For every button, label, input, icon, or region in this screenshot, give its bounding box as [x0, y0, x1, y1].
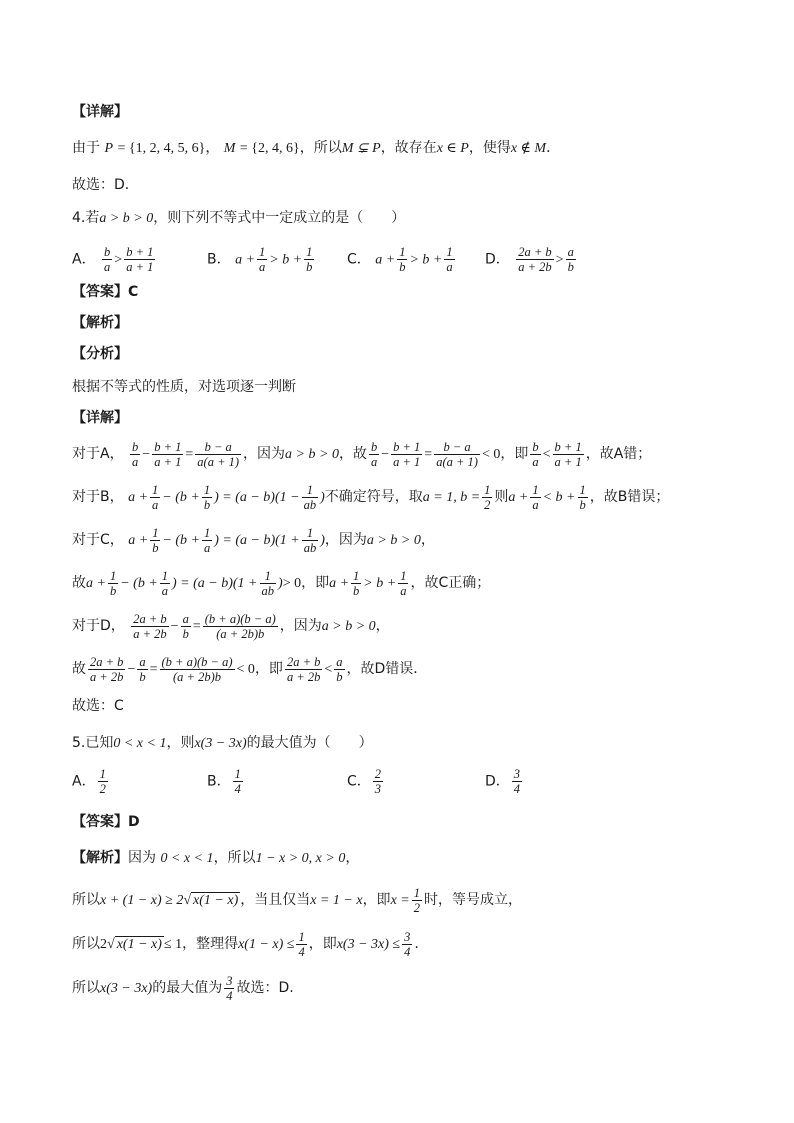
math-subset: M ⊊ P	[341, 141, 381, 156]
fraction	[124, 245, 155, 274]
section-tag-detail: 【详解】	[72, 104, 128, 120]
fraction: $\frac{1}{2}$	[413, 885, 420, 915]
fraction	[566, 245, 576, 274]
fraction: $\frac{2a + b}{a + 2b}$	[133, 611, 167, 641]
fraction: $\frac{1}{a}$	[152, 482, 159, 512]
fraction: $\frac{a}{b}$	[139, 654, 146, 684]
text: 不确定符号，取	[324, 489, 423, 505]
section-tag-jiexi: 【解析】	[72, 850, 128, 866]
text: 故	[72, 575, 86, 591]
math-condition: a > b > 0	[99, 211, 154, 226]
math: a +	[235, 252, 256, 268]
solution-5-line2	[72, 883, 522, 918]
solution-5-line1	[72, 849, 359, 868]
solution-4C: 对于C， a + $\frac{1}{b}$ − (b + $\frac{1}{a}$ ) = (a − b)(1 + $\frac{1}{ab}$ )，因为a > b > 0，	[72, 525, 435, 555]
math: x(1 − x) ≤	[238, 937, 295, 952]
analysis-text: 根据不等式的性质，对选项逐一判断	[72, 379, 296, 395]
den: 4	[234, 782, 241, 796]
fraction: $\frac{1}{b}$	[353, 568, 360, 598]
fraction: $\frac{1}{b}$	[203, 482, 211, 512]
text: 4.若	[72, 210, 100, 226]
fraction: $\frac{(b + a)(b - a)}{(a + 2b)b}$	[204, 611, 276, 641]
text: ，所以	[213, 850, 256, 866]
math: x = 1 − x	[310, 893, 363, 908]
section-tag-fenxi: 【分析】	[72, 346, 128, 362]
solution-4B: 对于B， a + $\frac{1}{a}$ − (b + $\frac{1}{b}$ ) = (a − b)(1 − $\frac{1}{ab}$ )不确定符号，取a = 1, b = $\frac{1}{2}$ 则a + $\frac{1}{a}$ < b + $\frac{1}{b}$ ，故B错误；	[72, 482, 670, 512]
text: ，	[205, 140, 220, 156]
math: < 0	[481, 447, 501, 462]
den: 2	[99, 782, 106, 796]
text: ，即	[254, 661, 283, 677]
option-A	[72, 245, 157, 274]
math: > b +	[409, 252, 443, 268]
text: 对于C，	[72, 532, 124, 548]
text: 因为	[128, 850, 156, 866]
math: > b +	[269, 252, 303, 268]
text: 的最大值为（ ）	[246, 735, 373, 751]
math: x(3 − 3x)	[100, 981, 153, 996]
num: 1	[99, 767, 106, 781]
text: ，即	[301, 575, 330, 591]
text: 故	[72, 661, 86, 677]
math-P-set: = {1, 2, 4, 5, 6}	[117, 141, 206, 156]
math: x =	[390, 893, 410, 908]
fraction: $\frac{1}{ab}$	[303, 525, 317, 555]
option-B	[207, 767, 245, 796]
fraction: $\frac{a}{b}$	[182, 611, 189, 641]
text: ，	[420, 532, 435, 548]
fraction	[304, 245, 314, 274]
den: a + 2b	[518, 260, 552, 274]
num: 3	[513, 767, 521, 781]
fraction: $\frac{1}{4}$	[298, 929, 305, 959]
math: 1 − x > 0, x > 0	[255, 851, 346, 866]
sqrt-sign: √	[107, 937, 115, 952]
num: 1	[259, 245, 266, 259]
text: ，故A错；	[585, 446, 652, 462]
text: ，	[375, 618, 390, 634]
math: a > b > 0	[366, 533, 421, 548]
fraction	[373, 767, 383, 796]
text: ，因为	[324, 532, 367, 548]
option-label: C．	[347, 773, 371, 790]
den: 4	[513, 782, 521, 796]
text: .	[414, 936, 419, 952]
section-tag-jiexi: 【解析】	[72, 315, 128, 331]
text: 对于D，	[72, 618, 125, 634]
fraction: $\frac{1}{a}$	[532, 482, 539, 512]
fraction: $\frac{2a + b}{a + 2b}$	[90, 654, 124, 684]
fraction: $\frac{b + 1}{a + 1}$	[393, 439, 421, 469]
fraction: $\frac{b}{a}$	[532, 439, 539, 469]
math: a = 1, b =	[422, 490, 481, 505]
choose-answer: 故选：D．	[72, 177, 139, 193]
text: ，故	[338, 446, 367, 462]
fraction: $\frac{1}{a}$	[400, 568, 407, 598]
text: 5.已知	[72, 735, 114, 751]
answer-4: 【答案】C	[72, 284, 139, 300]
math: x(3 − 3x) ≤	[336, 937, 401, 952]
text: 时，等号成立，	[423, 892, 522, 908]
num: b	[104, 245, 111, 259]
fraction: $\frac{3}{4}$	[226, 973, 233, 1003]
fraction	[98, 767, 108, 796]
option-C	[347, 767, 385, 796]
den: a	[446, 260, 453, 274]
num: 1	[399, 245, 406, 259]
math: > 0	[282, 576, 302, 591]
num: 2	[374, 767, 382, 781]
num: b + 1	[126, 245, 154, 259]
text: 所以	[72, 936, 100, 952]
math: x(3 − 3x)	[194, 736, 247, 751]
option-label: A．	[72, 251, 96, 268]
option-B	[207, 245, 316, 274]
text: ，即	[362, 892, 391, 908]
num: a	[567, 245, 574, 259]
radicand: x(1 − x)	[116, 937, 162, 952]
den: 3	[374, 782, 382, 796]
math: 0 < x < 1	[113, 736, 167, 751]
fraction	[516, 245, 553, 274]
text: ，故D错误．	[346, 661, 428, 677]
math: ≤ 1	[163, 937, 183, 952]
sqrt-sign: √	[183, 893, 192, 908]
option-label: A．	[72, 773, 96, 790]
fraction: $\frac{1}{b}$	[109, 568, 117, 598]
text: 对于A，	[72, 446, 124, 462]
math-x-notin-M: x ∉ M	[510, 141, 547, 156]
text: 的最大值为	[152, 980, 223, 996]
option-D	[485, 767, 524, 796]
den: a	[259, 260, 266, 274]
num: 1	[446, 245, 453, 259]
op: >	[555, 252, 564, 268]
solution-4D: 对于D， $\frac{2a + b}{a + 2b}$ − $\frac{a}{b}$ = $\frac{(b + a)(b - a)}{(a + 2b)b}$ ，因为a > b > 0，	[72, 611, 390, 641]
fraction: $\frac{b + 1}{a + 1}$	[154, 439, 182, 469]
math-M: M	[223, 141, 236, 156]
num: 1	[234, 767, 241, 781]
fraction: $\frac{a}{b}$	[336, 654, 343, 684]
math: a > b > 0	[321, 619, 376, 634]
question-4-stem	[72, 209, 405, 228]
text: ，因为	[243, 446, 286, 462]
fraction	[444, 245, 454, 274]
text: ，故B错误；	[589, 489, 670, 505]
math: < 0	[236, 662, 255, 677]
section-tag-detail: 【详解】	[72, 410, 128, 426]
text: ，当且仅当	[240, 892, 311, 908]
option-label: B．	[207, 251, 231, 268]
text: 由于	[72, 140, 100, 156]
radicand: x(1 − x)	[193, 893, 239, 908]
fraction	[512, 767, 522, 796]
fraction: $\frac{1}{2}$	[484, 482, 491, 512]
option-label: D．	[485, 251, 510, 268]
text: ，故存在	[380, 140, 437, 156]
text: 所以	[72, 892, 100, 908]
text: ，则	[166, 735, 195, 751]
fraction	[102, 245, 112, 274]
den: b	[399, 260, 406, 274]
den: a	[104, 260, 111, 274]
solution-line-sets	[72, 139, 560, 158]
choose-answer: 故选：C	[72, 698, 124, 714]
option-C	[347, 245, 457, 274]
text: 则	[494, 489, 509, 505]
question-4-options	[72, 237, 722, 274]
fraction: $\frac{b - a}{a(a + 1)}$	[197, 439, 240, 469]
solution-5-line3	[72, 927, 419, 962]
den: a + 1	[126, 260, 154, 274]
fraction: $\frac{b + 1}{a + 1}$	[554, 439, 582, 469]
solution-4C-conclusion: 故a + $\frac{1}{b}$ − (b + $\frac{1}{a}$ ) = (a − b)(1 + $\frac{1}{ab}$ )> 0，即a + $\frac{1}{b}$ > b + $\frac{1}{a}$ ，故C正确；	[72, 568, 491, 598]
solution-4D-conclusion: 故 $\frac{2a + b}{a + 2b}$ − $\frac{a}{b}$ = $\frac{(b + a)(b - a)}{(a + 2b)b}$ < 0，即 $\frac{2a + b}{a + 2b}$ < $\frac{a}{b}$ ，故D错误．	[72, 654, 428, 684]
fraction: $\frac{1}{b}$	[152, 525, 159, 555]
fraction: $\frac{b}{a}$	[132, 439, 139, 469]
text: 故选：D.	[236, 980, 294, 996]
math-P: P	[104, 141, 114, 156]
fraction: $\frac{1}{a}$	[161, 568, 169, 598]
math: a > b > 0	[285, 447, 339, 462]
text: ，即	[500, 446, 529, 462]
math: x + (1 − x) ≥ 2	[100, 893, 184, 908]
math-M-set: = {2, 4, 6}	[239, 141, 300, 156]
option-label: C．	[347, 251, 371, 268]
text: ．	[546, 140, 561, 156]
option-label: B．	[207, 773, 231, 790]
math: a +	[375, 252, 396, 268]
question-5-stem	[72, 734, 373, 753]
option-label: D．	[485, 773, 510, 790]
text: ，即	[308, 936, 337, 952]
option-A	[72, 767, 110, 796]
fraction: $\frac{1}{ab}$	[261, 568, 275, 598]
fraction: $\frac{2a + b}{a + 2b}$	[286, 654, 321, 684]
text: ，使得	[468, 140, 511, 156]
answer-5: 【答案】D	[72, 814, 140, 830]
text: ，所以	[299, 140, 342, 156]
text: ，整理得	[182, 936, 239, 952]
op: >	[114, 252, 123, 268]
math: 0 < x < 1	[160, 851, 214, 866]
fraction: $\frac{1}{ab}$	[303, 482, 317, 512]
text: ，	[345, 850, 360, 866]
option-D	[485, 245, 578, 274]
fraction: $\frac{(b + a)(b - a)}{(a + 2b)b}$	[161, 654, 233, 684]
fraction: $\frac{1}{b}$	[579, 482, 586, 512]
solution-5-line4	[72, 971, 294, 1006]
den: b	[306, 260, 313, 274]
fraction	[397, 245, 407, 274]
fraction: $\frac{b}{a}$	[370, 439, 378, 469]
text: ，则下列不等式中一定成立的是（ ）	[153, 210, 406, 226]
text: ，因为	[279, 618, 322, 634]
text: 对于B，	[72, 489, 124, 505]
fraction: $\frac{3}{4}$	[404, 929, 411, 959]
fraction	[233, 767, 243, 796]
den: b	[567, 260, 574, 274]
num: 1	[306, 245, 313, 259]
fraction: $\frac{b - a}{a(a + 1)}$	[436, 439, 478, 469]
question-5-options	[72, 765, 722, 801]
num: 2a + b	[518, 245, 552, 259]
text: ，故C正确；	[410, 575, 491, 591]
math: 2	[100, 937, 107, 952]
text: 所以	[72, 980, 100, 996]
fraction: $\frac{1}{a}$	[204, 525, 211, 555]
solution-4A: 对于A， $\frac{b}{a}$ − $\frac{b + 1}{a + 1}$ = $\frac{b - a}{a(a + 1)}$ ，因为a > b > 0，故 $\frac{b}{a}$ − $\frac{b + 1}{a + 1}$ = $\frac{b - a}{a(a + 1)}$ < 0，即 $\frac{b}{a}$ < $\frac{b + 1}{a + 1}$ ，故A错；	[72, 439, 652, 469]
fraction	[257, 245, 267, 274]
math-x-in-P: x ∈ P	[436, 141, 469, 156]
